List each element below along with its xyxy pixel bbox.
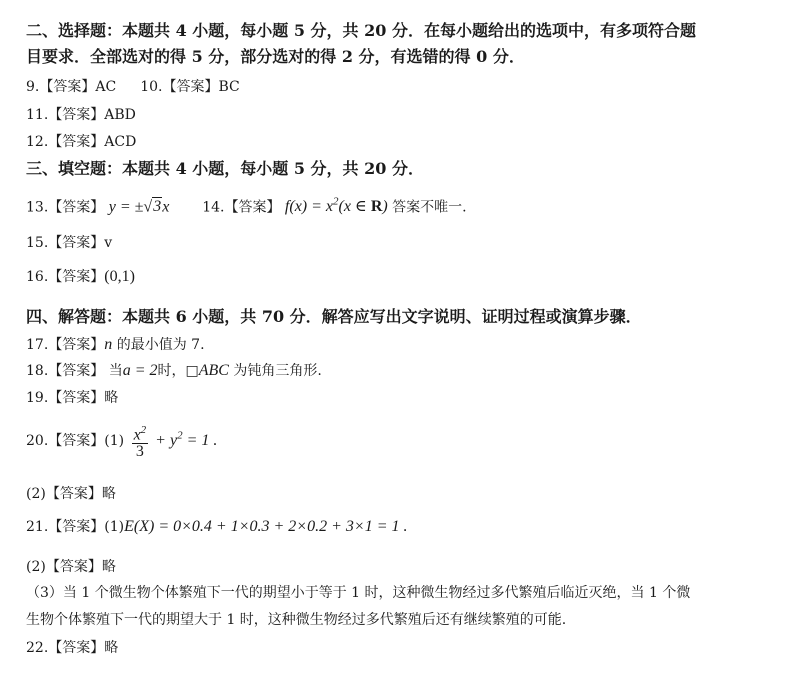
answer-q13-prefix: 13.【答案】 [26, 199, 105, 216]
section-4-heading: 四、解答题：本题共 6 小题，共 70 分．解答应写出文字说明、证明过程或演算步骤． [26, 307, 642, 326]
answer-q18: 18.【答案】 当a = 2时，□ABC 为钝角三角形. [26, 362, 322, 379]
answer-q11: 11.【答案】ABD [26, 107, 136, 123]
section-2-heading-line-1: 二、选择题：本题共 4 小题，每小题 5 分，共 20 分．在每小题给出的选项中，有多项符合题 [26, 21, 696, 40]
answer-q15: 15.【答案】v [26, 235, 113, 251]
answer-row-9-10 [26, 76, 240, 96]
answer-q10: 10.【答案】BC [140, 79, 240, 95]
answer-q21-part2: (2)【答案】略 [26, 559, 116, 575]
answer-q22: 22.【答案】略 [26, 640, 119, 656]
answer-q14-note: 答案不唯一. [387, 199, 467, 216]
answer-q17: 17.【答案】n 的最小值为 7. [26, 336, 205, 353]
answer-q19: 19.【答案】略 [26, 390, 119, 406]
answer-q16: 16.【答案】(0,1) [26, 268, 135, 285]
fraction-x2-over-3: $\frac{x^2}{3}$ [133, 424, 147, 461]
answer-q13-formula: y = ±√3x [108, 198, 170, 216]
answer-q21-part3-line-1: （3）当 1 个微生物个体繁殖下一代的期望小于等于 1 时，这种微生物经过多代繁殖后临近灭绝，当 1 个微 [26, 585, 691, 601]
answer-q14-formula: $f(x) = x^2(x$ ∈ R) [284, 196, 388, 216]
answer-q20-part2: (2)【答案】略 [26, 486, 116, 502]
answer-row-13-14 [26, 196, 467, 216]
answer-q16-value: (0,1) [104, 268, 135, 285]
section-3-heading: 三、填空题：本题共 4 小题，每小题 5 分，共 20 分． [26, 159, 424, 178]
answer-q21-expectation: E(X) = 0×0.4 + 1×0.3 + 2×0.2 + 3×1 = 1 . [124, 518, 408, 535]
answer-q20: 20.【答案】(1) $\frac{x^2}{3}$ + $y^2 = 1$ . [26, 424, 218, 461]
section-2-heading-line-2: 目要求．全部选对的得 5 分，部分选对的得 2 分，有选错的得 0 分． [26, 47, 525, 66]
answer-q14-prefix: 14.【答案】 [202, 199, 281, 216]
answer-q21: 21.【答案】(1)E(X) = 0×0.4 + 1×0.3 + 2×0.2 + 3×1 = 1 . [26, 518, 408, 535]
answer-q12: 12.【答案】ACD [26, 134, 137, 150]
answer-q21-part3-line-2: 生物个体繁殖下一代的期望大于 1 时，这种微生物经过多代繁殖后还有继续繁殖的可能. [26, 612, 567, 628]
answer-q9: 9.【答案】AC [26, 79, 117, 95]
